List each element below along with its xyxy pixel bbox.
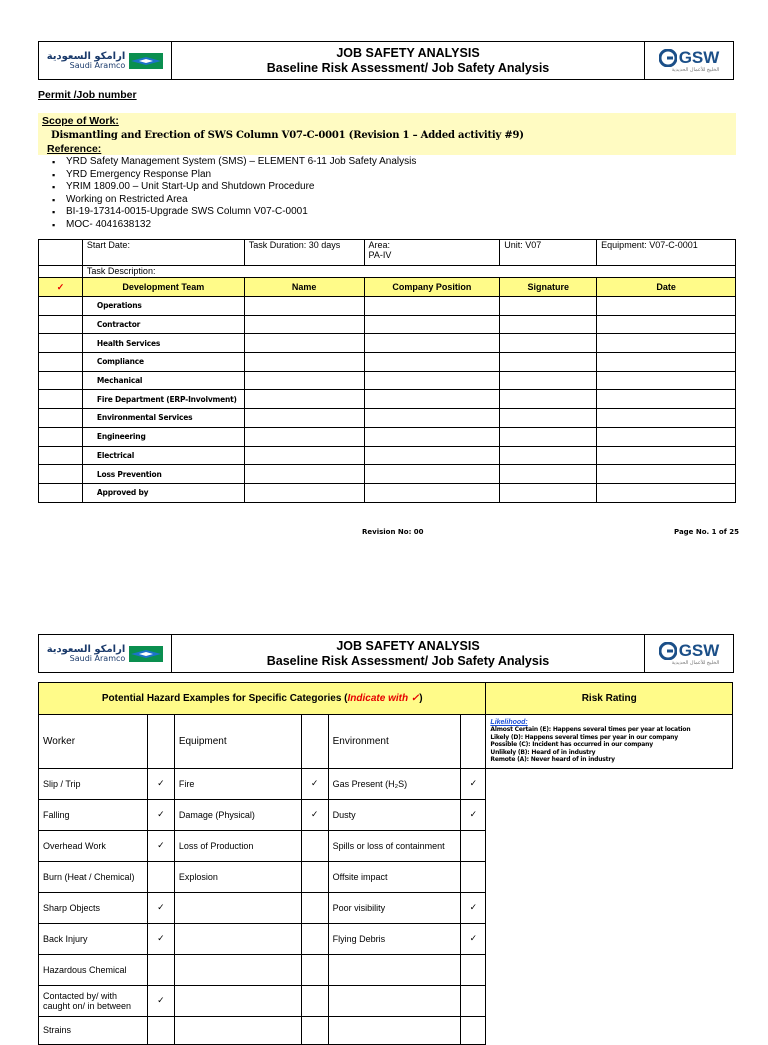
team-cell xyxy=(364,483,500,502)
equipment-hazard: Explosion xyxy=(174,861,301,892)
environment-check-icon xyxy=(461,830,486,861)
team-cell xyxy=(364,446,500,465)
hazard-row xyxy=(39,923,733,954)
team-cell xyxy=(500,483,597,502)
area: Area: PA-IV xyxy=(364,240,500,266)
category-row xyxy=(39,715,733,769)
team-row xyxy=(39,483,736,502)
team-row xyxy=(39,465,736,484)
environment-check-icon: ✓ xyxy=(461,799,486,830)
hazard-row xyxy=(39,1016,733,1044)
team-header-row xyxy=(39,278,736,297)
team-cell xyxy=(244,371,364,390)
team-cell xyxy=(244,446,364,465)
environment-check-icon: ✓ xyxy=(461,892,486,923)
team-table xyxy=(38,239,736,503)
team-cell xyxy=(500,371,597,390)
reference-item: ▪ MOC- 4041638132 xyxy=(66,219,416,232)
team-row xyxy=(39,427,736,446)
team-cell xyxy=(500,465,597,484)
worker-hazard: Falling xyxy=(39,799,148,830)
team-cell xyxy=(597,409,736,428)
aramco-star-icon xyxy=(129,645,163,663)
hazard-row xyxy=(39,799,733,830)
worker-check-icon: ✓ xyxy=(147,923,174,954)
doc-subtitle: Baseline Risk Assessment/ Job Safety Analysis xyxy=(266,653,550,668)
task-description: Task Description: xyxy=(82,266,735,278)
team-cell xyxy=(244,409,364,428)
team-role: Operations xyxy=(82,297,244,316)
likelihood-line: Remote (A): Never heard of in industry xyxy=(490,756,615,763)
environment-check-icon xyxy=(461,861,486,892)
team-role: Environmental Services xyxy=(82,409,244,428)
team-cell xyxy=(244,483,364,502)
revision-no: Revision No: 00 xyxy=(362,528,424,536)
reference-item: ▪ YRIM 1809.00 – Unit Start-Up and Shutdown Procedure xyxy=(66,181,416,194)
risk-rating-header: Risk Rating xyxy=(486,683,733,715)
gsw-mark-icon xyxy=(659,49,677,67)
worker-check-icon: ✓ xyxy=(147,830,174,861)
hazard-table xyxy=(38,682,733,1045)
risk-rating-cell xyxy=(486,715,733,769)
team-cell xyxy=(500,297,597,316)
aramco-logo xyxy=(39,635,172,672)
team-cell xyxy=(500,409,597,428)
team-row xyxy=(39,446,736,465)
environment-hazard: Poor visibility xyxy=(328,892,461,923)
hazard-row xyxy=(39,892,733,923)
equipment-check-icon xyxy=(301,954,328,985)
permit-label: Permit /Job number xyxy=(38,89,137,101)
team-cell xyxy=(364,427,500,446)
reference-item: ▪ Working on Restricted Area xyxy=(66,194,416,207)
hazard-header-row xyxy=(39,683,733,715)
equipment-hazard xyxy=(174,892,301,923)
worker-hazard: Contacted by/ with caught on/ in between xyxy=(39,985,148,1016)
hazard-row xyxy=(39,861,733,892)
page1-header xyxy=(38,41,734,80)
team-role: Mechanical xyxy=(82,371,244,390)
team-role: Engineering xyxy=(82,427,244,446)
col-date: Date xyxy=(597,278,736,297)
team-cell xyxy=(244,427,364,446)
worker-hazard: Sharp Objects xyxy=(39,892,148,923)
equipment-hazard xyxy=(174,923,301,954)
team-cell xyxy=(500,353,597,372)
worker-check-icon xyxy=(147,861,174,892)
team-cell xyxy=(597,483,736,502)
likelihood-line: Likely (D): Happens several times per year in our company xyxy=(490,733,678,741)
team-cell xyxy=(500,334,597,353)
team-cell xyxy=(597,334,736,353)
col-development-team: Development Team xyxy=(82,278,244,297)
team-cell xyxy=(364,465,500,484)
task-description-row xyxy=(39,266,736,278)
team-cell xyxy=(244,297,364,316)
equipment-hazard: Fire xyxy=(174,768,301,799)
cat-environment: Environment xyxy=(328,715,461,769)
likelihood-line: Possible (C): Incident has occurred in our company xyxy=(490,741,653,748)
equipment-check-icon xyxy=(301,923,328,954)
team-cell xyxy=(244,390,364,409)
scope-text: Dismantling and Erection of SWS Column V07-C-0001 (Revision 1 – Added activitiy #9) xyxy=(51,130,524,141)
team-row xyxy=(39,334,736,353)
cat-equipment: Equipment xyxy=(174,715,301,769)
doc-title: JOB SAFETY ANALYSIS xyxy=(336,638,480,653)
gsw-word: GSW xyxy=(678,640,720,660)
reference-item: ▪ YRD Emergency Response Plan xyxy=(66,169,416,182)
scope-label: Scope of Work: xyxy=(42,115,119,127)
team-cell xyxy=(364,297,500,316)
environment-hazard: Spills or loss of containment xyxy=(328,830,461,861)
gsw-logo xyxy=(644,42,733,79)
team-row xyxy=(39,353,736,372)
team-row xyxy=(39,315,736,334)
page2-header xyxy=(38,634,734,673)
team-cell xyxy=(597,427,736,446)
worker-check-icon: ✓ xyxy=(147,985,174,1016)
worker-hazard: Strains xyxy=(39,1016,148,1044)
team-role: Electrical xyxy=(82,446,244,465)
team-cell xyxy=(364,315,500,334)
team-row xyxy=(39,297,736,316)
hazard-row xyxy=(39,768,733,799)
col-name: Name xyxy=(244,278,364,297)
team-cell xyxy=(244,353,364,372)
environment-hazard: Dusty xyxy=(328,799,461,830)
equipment-check-icon xyxy=(301,892,328,923)
equipment-hazard xyxy=(174,954,301,985)
indicate-note: Indicate with ✓ xyxy=(347,693,420,704)
worker-check-icon: ✓ xyxy=(147,892,174,923)
team-cell xyxy=(364,353,500,372)
equipment-hazard xyxy=(174,985,301,1016)
worker-check-icon xyxy=(147,1016,174,1044)
worker-check-icon xyxy=(147,954,174,985)
task-duration: Task Duration: 30 days xyxy=(244,240,364,266)
hazard-row xyxy=(39,830,733,861)
worker-hazard: Burn (Heat / Chemical) xyxy=(39,861,148,892)
team-cell xyxy=(364,390,500,409)
team-role: Approved by xyxy=(82,483,244,502)
equipment-check-icon xyxy=(301,861,328,892)
likelihood-line: Almost Certain (E): Happens several times per year at location xyxy=(490,726,691,733)
team-role: Compliance xyxy=(82,353,244,372)
info-row xyxy=(39,240,736,266)
reference-item: ▪ BI-19-17314-0015-Upgrade SWS Column V07-C-0001 xyxy=(66,206,416,219)
worker-check-icon: ✓ xyxy=(147,799,174,830)
environment-hazard: Flying Debris xyxy=(328,923,461,954)
team-row xyxy=(39,390,736,409)
team-cell xyxy=(244,315,364,334)
doc-title: JOB SAFETY ANALYSIS xyxy=(336,45,480,60)
team-cell xyxy=(597,371,736,390)
aramco-english: Saudi Aramco xyxy=(69,60,126,70)
environment-hazard xyxy=(328,954,461,985)
team-role: Contractor xyxy=(82,315,244,334)
environment-check-icon xyxy=(461,985,486,1016)
worker-hazard: Hazardous Chemical xyxy=(39,954,148,985)
equipment-check-icon: ✓ xyxy=(301,768,328,799)
team-cell xyxy=(597,315,736,334)
team-cell xyxy=(244,334,364,353)
environment-check-icon: ✓ xyxy=(461,923,486,954)
team-cell xyxy=(597,353,736,372)
start-date: Start Date: xyxy=(82,240,244,266)
aramco-arabic: ارامكو السعودية xyxy=(46,643,126,655)
equipment-check-icon: ✓ xyxy=(301,799,328,830)
team-cell xyxy=(364,334,500,353)
check-icon: ✓ xyxy=(39,278,83,297)
team-cell xyxy=(244,465,364,484)
team-cell xyxy=(500,315,597,334)
gsw-mark-icon xyxy=(659,642,677,660)
gsw-sub: الخليج للأعمال الحديدية xyxy=(671,66,720,73)
environment-hazard xyxy=(328,1016,461,1044)
aramco-english: Saudi Aramco xyxy=(69,653,126,663)
equipment: Equipment: V07-C-0001 xyxy=(597,240,736,266)
environment-hazard: Offsite impact xyxy=(328,861,461,892)
environment-hazard: Gas Present (H₂S) xyxy=(328,768,461,799)
aramco-star-icon xyxy=(129,52,163,70)
team-role: Health Services xyxy=(82,334,244,353)
worker-hazard: Overhead Work xyxy=(39,830,148,861)
unit: Unit: V07 xyxy=(500,240,597,266)
equipment-check-icon xyxy=(301,985,328,1016)
worker-hazard: Back Injury xyxy=(39,923,148,954)
gsw-logo xyxy=(644,635,733,672)
worker-hazard: Slip / Trip xyxy=(39,768,148,799)
gsw-word: GSW xyxy=(678,47,720,67)
equipment-hazard: Damage (Physical) xyxy=(174,799,301,830)
team-cell xyxy=(500,427,597,446)
team-cell xyxy=(597,297,736,316)
team-role: Loss Prevention xyxy=(82,465,244,484)
team-role: Fire Department (ERP-Involvment) xyxy=(82,390,244,409)
col-company-position: Company Position xyxy=(364,278,500,297)
team-row xyxy=(39,409,736,428)
reference-list xyxy=(66,156,416,232)
cat-worker: Worker xyxy=(39,715,148,769)
environment-hazard xyxy=(328,985,461,1016)
area-value: PA-IV xyxy=(368,250,392,260)
hazard-header: Potential Hazard Examples for Specific Categories (Indicate with ✓) xyxy=(39,683,486,715)
gsw-sub: الخليج للأعمال الحديدية xyxy=(671,659,720,666)
hazard-row xyxy=(39,985,733,1016)
equipment-check-icon xyxy=(301,1016,328,1044)
team-cell xyxy=(364,409,500,428)
hazard-row xyxy=(39,954,733,985)
aramco-logo xyxy=(39,42,172,79)
likelihood-title: Likelihood: xyxy=(490,719,528,726)
col-signature: Signature xyxy=(500,278,597,297)
team-cell xyxy=(597,465,736,484)
team-cell xyxy=(500,390,597,409)
team-cell xyxy=(597,390,736,409)
reference-item: ▪ YRD Safety Management System (SMS) – ELEMENT 6-11 Job Safety Analysis xyxy=(66,156,416,169)
environment-check-icon xyxy=(461,954,486,985)
doc-subtitle: Baseline Risk Assessment/ Job Safety Analysis xyxy=(266,60,550,75)
team-cell xyxy=(597,446,736,465)
equipment-hazard: Loss of Production xyxy=(174,830,301,861)
aramco-arabic: ارامكو السعودية xyxy=(46,50,126,62)
worker-check-icon: ✓ xyxy=(147,768,174,799)
likelihood-line: Unlikely (B): Heard of in industry xyxy=(490,748,596,756)
team-cell xyxy=(500,446,597,465)
equipment-hazard xyxy=(174,1016,301,1044)
environment-check-icon xyxy=(461,1016,486,1044)
team-row xyxy=(39,371,736,390)
team-cell xyxy=(364,371,500,390)
page-number: Page No. 1 of 25 xyxy=(674,528,739,536)
environment-check-icon: ✓ xyxy=(461,768,486,799)
reference-label: Reference: xyxy=(47,143,102,155)
equipment-check-icon xyxy=(301,830,328,861)
